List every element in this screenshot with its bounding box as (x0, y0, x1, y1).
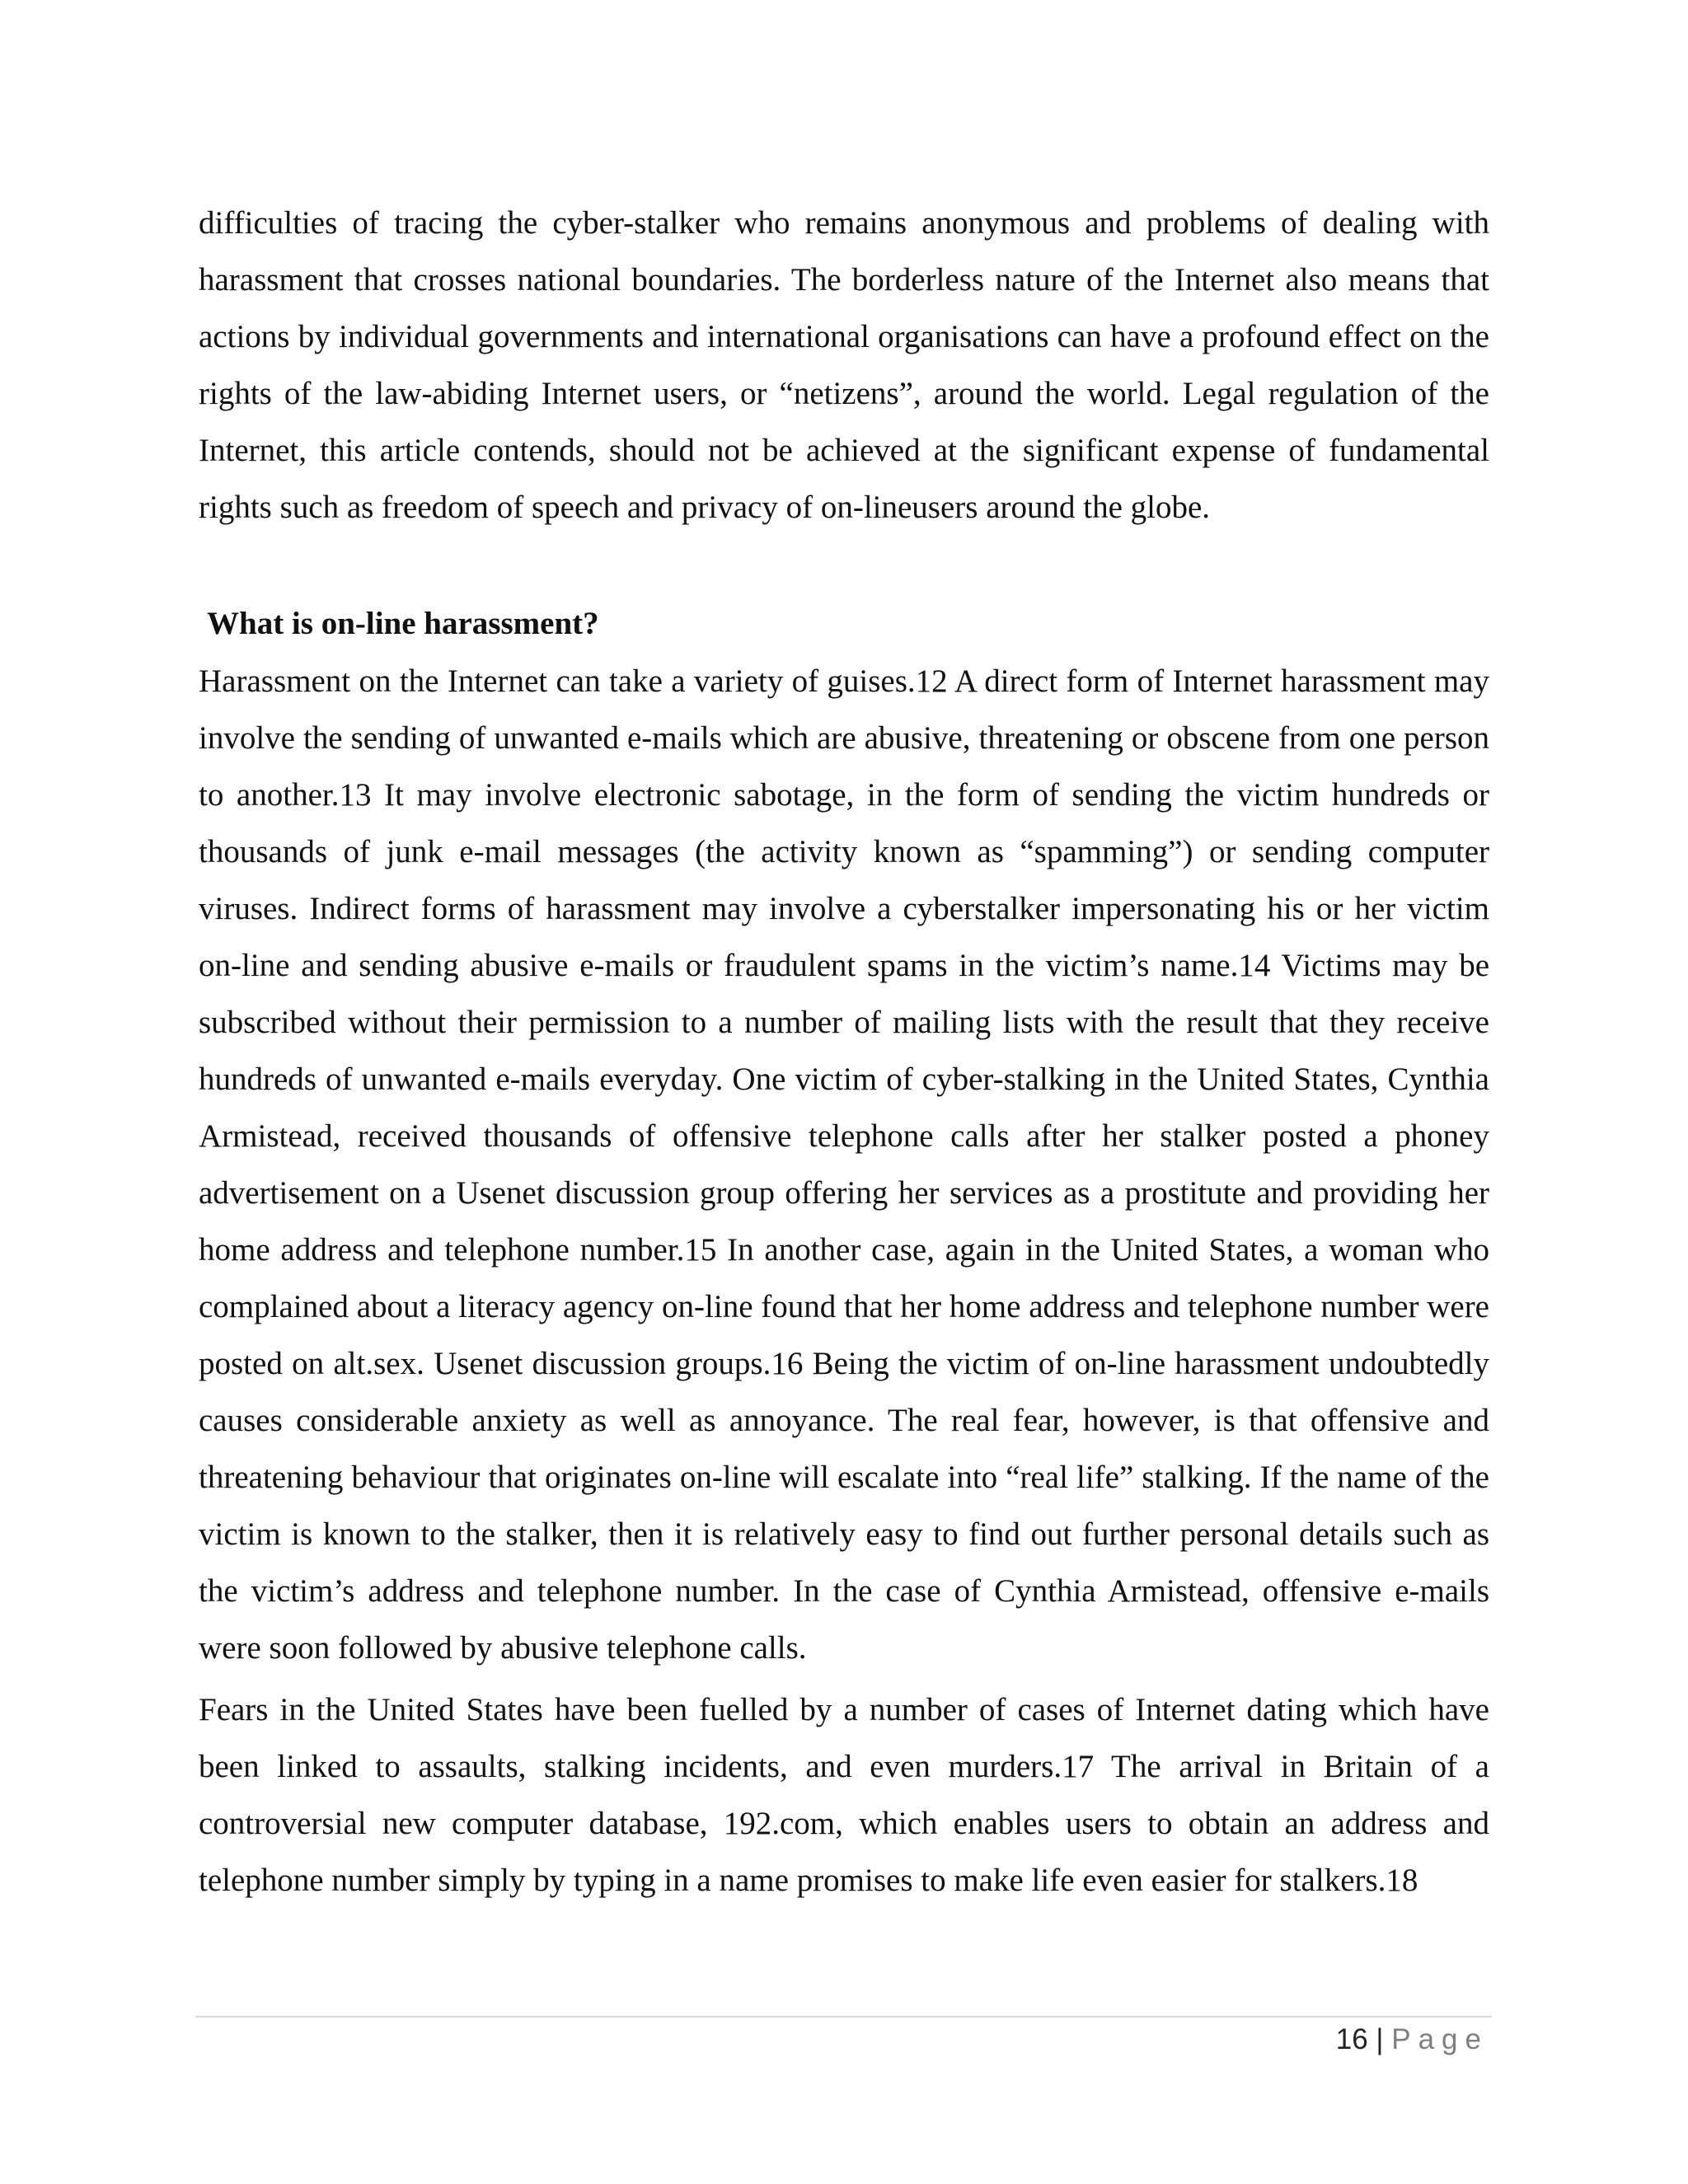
page-label: Page (1391, 2023, 1489, 2055)
paragraph-internet-dating: Fears in the United States have been fuelled by a number of cases of Internet dating which have been linked to assaults, stalking incidents, and even murders.17 The arrival in Britain of a controversial new computer database, 192.com, which enables users to obtain an address and telephone number simply by typing in a name promises to make life even easier for stalkers.18 (199, 1692, 1489, 1898)
page-number-value: 16 (1335, 2023, 1368, 2055)
footer-divider (195, 2016, 1492, 2018)
paragraph-intro-continuation: difficulties of tracing the cyber-stalker who remains anonymous and problems of dealing with harassment that crosses national boundaries. The borderless nature of the Internet also means that actions by individual governments and international organisations can have a profound effect on the rights of the law-abiding Internet users, or “netizens”, around the world. Legal regulation of the Internet, this article contends, should not be achieved at the significant expense of fundamental rights such as freedom of speech and privacy of on-lineusers around the globe. (199, 205, 1489, 525)
paragraph-harassment-forms: Harassment on the Internet can take a variety of guises.12 A direct form of Internet harassment may involve the sending of unwanted e-mails which are abusive, threatening or obscene from one person to another.13 It may involve electronic sabotage, in the form of sending the victim hundreds or thousands of junk e-mail messages (the activity known as “spamming”) or sending computer viruses. Indirect forms of harassment may involve a cyberstalker impersonating his or her victim on-line and sending abusive e-mails or fraudulent spams in the victim’s name.14 Victims may be subscribed without their permission to a number of mailing lists with the result that they receive hundreds of unwanted e-mails everyday. One victim of cyber-stalking in the United States, Cynthia Armistead, received thousands of offensive telephone calls after her stalker posted a phoney advertisement on a Usenet discussion group offering her services as a prostitute and providing her home address and telephone number.15 In another case, again in the United States, a woman who complained about a literacy agency on-line found that her home address and telephone number were posted on alt.sex. Usenet discussion groups.16 Being the victim of on-line harassment undoubtedly causes considerable anxiety as well as annoyance. The real fear, however, is that offensive and threatening behaviour that originates on-line will escalate into “real life” stalking. If the name of the victim is known to the stalker, then it is relatively easy to find out further personal details such as the victim’s address and telephone number. In the case of Cynthia Armistead, offensive e-mails were soon followed by abusive telephone calls. (199, 663, 1489, 1666)
page-footer (1336, 2021, 1489, 2059)
body-text (199, 194, 1489, 1909)
section-heading: What is on-line harassment? (207, 606, 599, 641)
page-separator: | (1376, 2023, 1384, 2055)
